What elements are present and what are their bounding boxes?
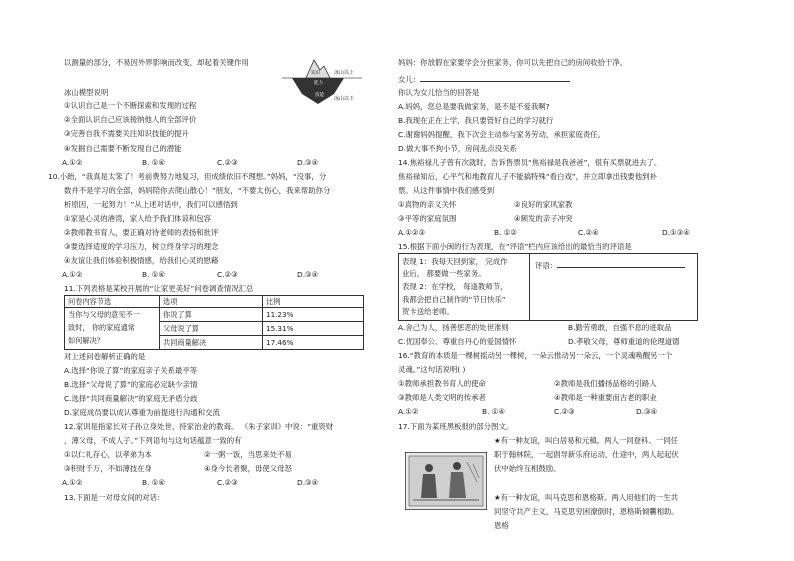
survey-option-cell: 父母说了算: [160, 322, 263, 336]
q10-option-d[interactable]: D.③④: [297, 270, 319, 279]
iceberg-item-2: ②全面认识自己应该接纳他人的全部评价: [64, 115, 197, 124]
q15-box-line-1: 表现 1：我每天回到家， 完成作: [402, 257, 508, 266]
q16-option-a[interactable]: A.①②: [398, 407, 419, 416]
q10-item-2: ②教师教书育人，要正确对待老师的表扬和批评: [64, 228, 219, 237]
q15-box: [398, 253, 698, 321]
q11-option-d[interactable]: D.家庭成员要以成认尊重为前提进行沟通和交流: [64, 408, 220, 417]
survey-header-option: 选项: [160, 296, 263, 308]
q15-box-line-3: 表现 2：在学校， 每逢教师节，: [402, 282, 508, 291]
iceberg-above-label: 冰山以上: [334, 70, 355, 76]
q16-option-d[interactable]: D.③④: [636, 407, 658, 416]
q15-comment: [535, 259, 685, 271]
q17-text1-line-2: 职于翰林院，一起倡导新乐府运动，仕途中，两人起起伏: [494, 450, 679, 459]
survey-question-line: 致时， 你的家庭通常: [68, 323, 135, 332]
survey-option-cell: 共同商量解决: [160, 336, 263, 350]
q13-option-b[interactable]: B.我现在正在上学，我只要管好自己的学习就行: [398, 116, 554, 125]
q10-item-4: ④友谊让我们体验积极情感，给我们心灵的慰藉: [64, 256, 219, 265]
q14-items-row-1: [398, 200, 572, 210]
q16-items-row-1: [398, 379, 657, 389]
q10-item-1: ①家是心灵的港湾，家人给予我们体谅和包容: [64, 214, 212, 223]
survey-header-question: 问卷内容节选: [65, 296, 160, 308]
table-row: [65, 308, 364, 322]
q16-item-2: ②教师是我们播扬品格的引路人: [554, 379, 657, 388]
q16-item-1: ①教师承担教书育人的使命: [398, 379, 486, 388]
q17-text2-line-3: 恩格: [494, 521, 509, 530]
q17-text2-line-2: 同坚守共产主义，马克思穷困潦倒时，恩格斯倾囊相助。: [494, 507, 679, 516]
q14-option-d[interactable]: D.①③④: [662, 228, 690, 237]
q16-line-1: 16.“教育的本质是一棵树摇动另一棵树，一朵云推动另一朵云，一个灵魂唤醒另一个: [398, 351, 673, 360]
q12-item-4: ④身今长者聚，毋使父母怒: [204, 464, 292, 473]
q14-options: [398, 228, 690, 238]
daughter-answer-blank[interactable]: [420, 73, 570, 82]
iceberg-middle-label: 能力: [314, 81, 323, 86]
q14-item-3: ③平等的家庭氛围: [398, 214, 457, 223]
q11-title: 11.下列表格是某校开展的“让家更美好”问卷调查情况汇总: [64, 284, 254, 293]
iceberg-item-1: ①认识自己是一个不断探索和发现的过程: [64, 101, 197, 110]
iceberg-inner-label: 技能: [315, 93, 324, 98]
q15-options-row-2: [398, 337, 680, 347]
mom-line: 妈妈：你放假在家要学会分担家务，你可以先把自己的房间收拾干净。: [398, 58, 628, 67]
q12-item-2: ②一粥一饭，当思来处不易: [204, 450, 292, 459]
intro-line: 以测量的部分，不易因外界影响而改变，却起着关键作用: [64, 58, 249, 67]
q17-text1-line-1: ★有一种友谊，叫白居易和元稹。两人一同登科、一同任: [494, 436, 679, 445]
q10-option-c[interactable]: C.②③: [217, 270, 238, 279]
q14-items-row-2: [398, 214, 572, 224]
q12-items-row-1: [64, 450, 374, 460]
q10-options: [62, 270, 343, 280]
q13-option-d[interactable]: D.做大事不拘小节，房间乱点没关系: [398, 144, 517, 153]
q12-line-1: 12.家训是指家长对子孙立身处世、持家治业的教诲。 《朱子家训》中说：“重资财: [64, 422, 334, 431]
q15-option-a[interactable]: A.舍己为人，扬善惩恶的处世准则: [398, 323, 509, 332]
q17-title: 17.下面为某班黑板报的部分图文。: [398, 422, 514, 431]
q14-line-1: 14.焦裕禄儿子曾有次就时，告诉售票员“焦裕禄是我爸爸”，很有买票就进去了。: [398, 158, 662, 167]
q10-line-2: 数并不是学习的全部，妈妈陪你去爬山散心！”朋友，“不要太伤心，我来帮助你分: [64, 186, 331, 195]
q9-options: [62, 158, 343, 168]
q16-line-2: 灵魂。”这句话说明( ): [398, 365, 466, 374]
survey-ratio-cell: 11.23%: [263, 308, 364, 322]
q15-performance-cell: [399, 254, 530, 320]
q14-option-c[interactable]: C.②④: [578, 228, 599, 237]
q10-line-3: 析原因，一起努力！”从上述对话中，我们可以感悟到: [64, 200, 238, 209]
q11-option-c[interactable]: C.选择“共同商量解决”的家庭无矛盾分歧: [64, 394, 198, 403]
q14-item-1: ①真物的亲义关怀: [398, 200, 457, 209]
q12-option-c[interactable]: C.②③: [217, 478, 238, 487]
q13-title: 13.下面是一对母女间的对话：: [64, 493, 165, 502]
table-row: [65, 296, 364, 308]
survey-ratio-cell: 17.46%: [263, 336, 364, 350]
iceberg-title: 冰山模型说明: [64, 88, 109, 97]
q14-line-3: 票。从这件事情中我们感受到: [398, 186, 495, 195]
q13-question: 你认为女儿恰当的回答是: [398, 88, 480, 97]
q12-item-1: ①以仁礼存心，以孝弟为本: [64, 450, 152, 459]
q9-option-a[interactable]: A.①②: [62, 158, 83, 167]
q15-comment-blank[interactable]: [557, 259, 685, 268]
q15-option-c[interactable]: C.优国奉公、尊重自丹心的爱国情怀: [398, 337, 517, 346]
q12-option-d[interactable]: D.③④: [297, 478, 319, 487]
q14-option-b[interactable]: B. ①②: [494, 228, 518, 237]
q13-option-a[interactable]: A.妈妈，您总是要我做家务，是不是不爱我啊?: [398, 102, 550, 111]
q9-option-c[interactable]: C.②③: [217, 158, 238, 167]
blackboard-illustration: [405, 452, 487, 510]
q17-text2-line-1: ★有一种友谊，叫马克思和恩格斯。两人用他们的一生共: [494, 493, 679, 502]
q16-item-3: ③教师是人类文明的传承者: [398, 393, 486, 402]
q15-option-d[interactable]: D.孝敬父母，尊师重道的伦理道德: [568, 337, 680, 346]
survey-option-cell: 你说了算: [160, 308, 263, 322]
q14-item-2: ②良好的家风家教: [514, 200, 573, 209]
daughter-label: 女儿：: [398, 75, 421, 84]
q12-items-row-2: [64, 464, 374, 474]
q10-option-a[interactable]: A.①②: [62, 270, 83, 279]
q14-line-2: 焦裕禄知后，心平气和地教育儿子不能搞特殊“看白戏”，并立即拿出钱要他到补: [398, 172, 657, 181]
q17-text1-line-3: 伏中始终互相鼓励。: [494, 464, 561, 473]
q12-options: [62, 478, 343, 488]
iceberg-item-3: ③完善自我不需要关注知识技能的提升: [64, 129, 189, 138]
q12-option-a[interactable]: A.①②: [62, 478, 83, 487]
iceberg-top-label: 知识: [311, 71, 320, 76]
q15-title: 15.根据下面小闽的行为表现，在“评语”栏内应该给出的最恰当的评语是: [398, 242, 632, 251]
survey-table: [64, 295, 364, 350]
q15-options-row-1: [398, 323, 672, 333]
q11-prompt: 对上述问卷解析正确的是: [64, 352, 146, 361]
iceberg-below-label: 冰山以下: [334, 96, 355, 102]
q14-item-4: ④频发的亲子冲突: [514, 214, 573, 223]
q11-option-a[interactable]: A.选择“你说了算”的家庭亲子关系最平等: [64, 366, 198, 375]
q10-item-3: ③要选择适度的学习压力，树立终身学习的理念: [64, 242, 219, 251]
q16-options: [398, 407, 657, 417]
q16-item-4: ④教师是一种重要而古老的职业: [554, 393, 657, 402]
q12-item-3: ③积财千万，不如薄技在身: [64, 464, 152, 473]
q9-option-b[interactable]: B. ①④: [142, 158, 166, 167]
q10-line-1: 10.小跆，“我真是太笨了！考前费努力地复习，但成绩依旧不理想。”妈妈，“没事，分: [48, 172, 327, 181]
survey-ratio-cell: 15.31%: [263, 322, 364, 336]
q9-option-d[interactable]: D.③④: [297, 158, 319, 167]
q15-box-line-2: 业后， 都要做一些家务。: [402, 269, 486, 278]
iceberg-diagram: [282, 56, 362, 108]
q15-option-b[interactable]: B.勤劳勇敢，自强不息的进取品: [568, 323, 672, 332]
q16-option-b[interactable]: B. ①④: [482, 407, 506, 416]
daughter-line: [398, 73, 570, 85]
q12-line-2: ，薄父母，不成人子。”下列语句与这句话蕴意一致的有: [64, 436, 242, 445]
q10-option-b[interactable]: B. ①④: [142, 270, 166, 279]
q12-option-b[interactable]: B. ①④: [142, 478, 166, 487]
iceberg-item-4: ④发掘自己需要不断发现自己的潜能: [64, 144, 182, 153]
q11-option-b[interactable]: B.选择“父母说了算”的家庭必定缺少亲情: [64, 380, 198, 389]
survey-header-ratio: 比例: [263, 296, 364, 308]
q15-box-line-4: 我都会把自己制作的“节日快乐”: [402, 295, 506, 304]
q13-option-c[interactable]: C.谢谢妈妈提醒，我下次会主动参与家务劳动，承担家庭责任。: [398, 130, 606, 139]
q16-option-c[interactable]: C.②③: [554, 407, 575, 416]
survey-question-line: 当你与父母的意见不一: [68, 310, 140, 319]
survey-question-cell: [65, 308, 160, 350]
q14-option-a[interactable]: A.①②③: [398, 228, 426, 237]
q15-box-line-5: 贺卡送给老师。: [402, 307, 454, 316]
q15-comment-label: 评语：: [535, 261, 558, 270]
survey-question-line: 如何解决？: [68, 336, 104, 345]
q16-items-row-2: [398, 393, 657, 403]
